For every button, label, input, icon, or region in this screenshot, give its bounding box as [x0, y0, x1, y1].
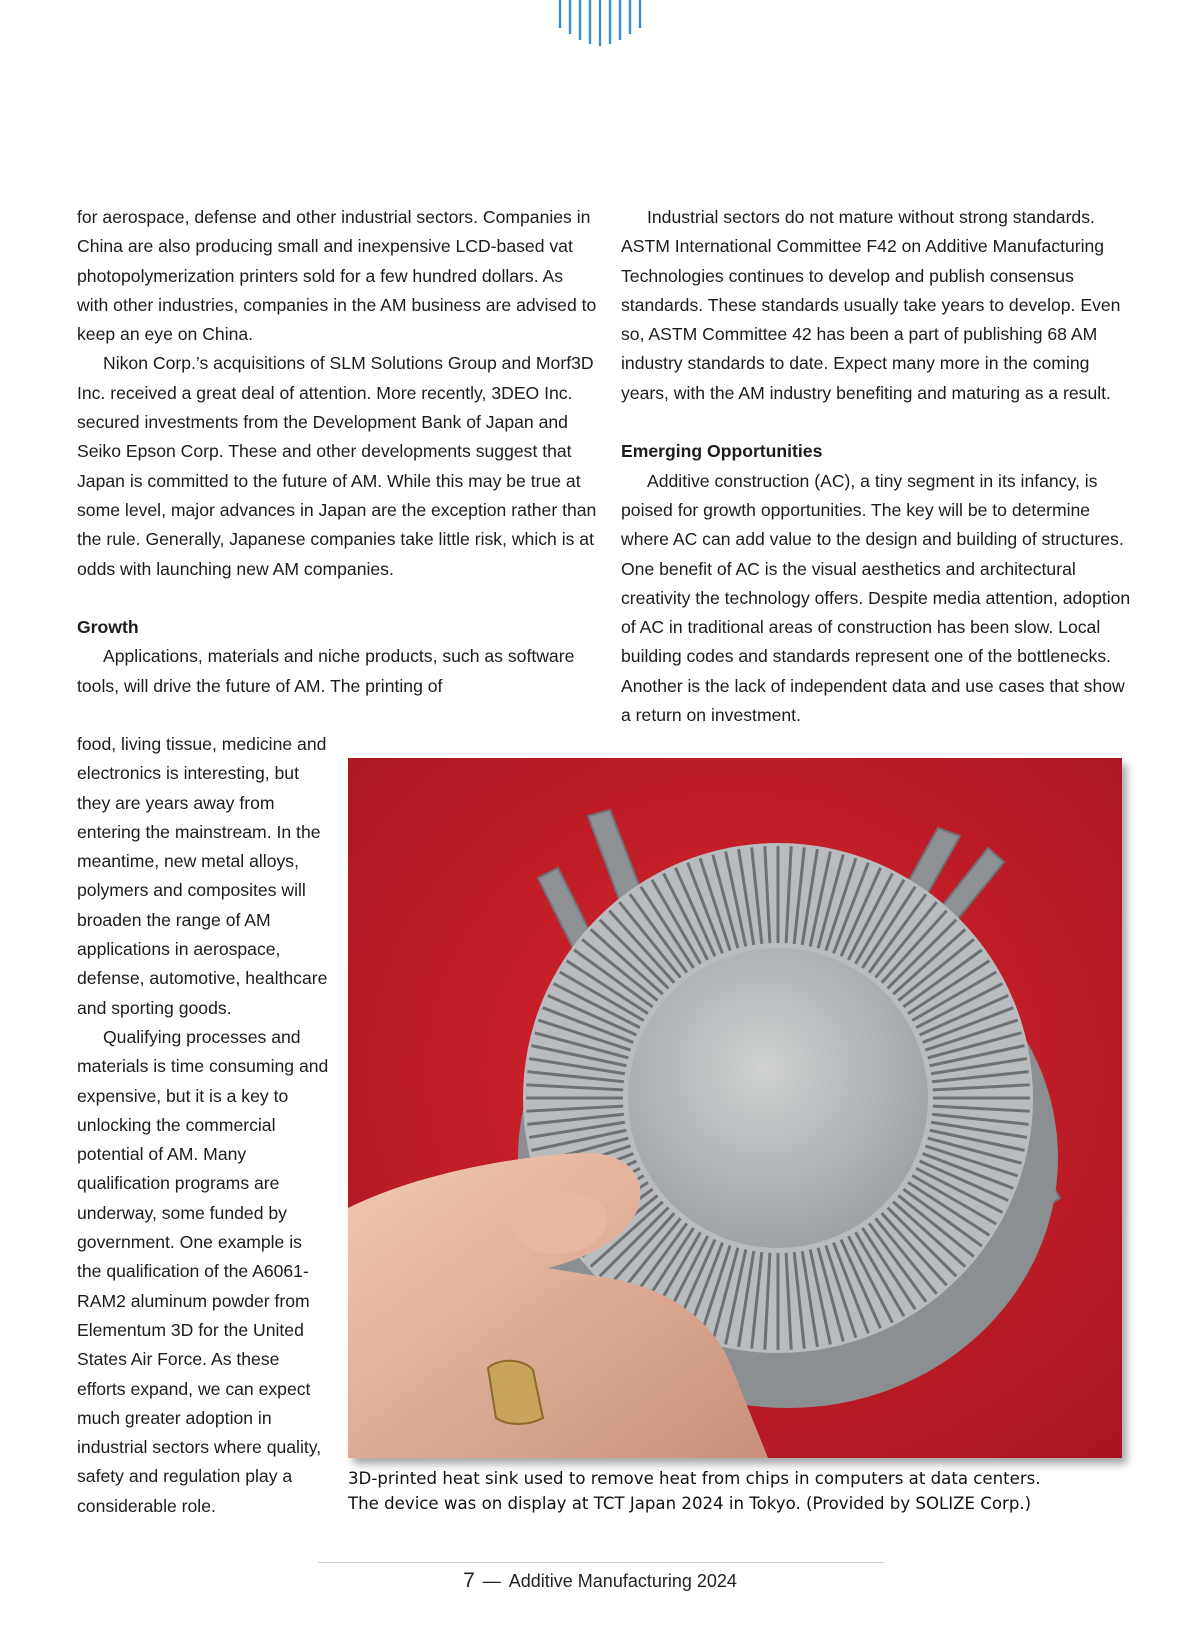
right-column: [621, 203, 1131, 730]
heading-growth: Growth: [77, 617, 139, 638]
paragraph-china: for aerospace, defense and other industrial sectors. Companies in China are also producing small and inexpensive LCD-based vat photopolymerization printers sold for a few hundred dollars. As with other industries, companies in the AM business are advised to keep an eye on China.: [77, 207, 597, 345]
left-column-top: [77, 203, 597, 701]
publication-title: Additive Manufacturing 2024: [508, 1571, 737, 1591]
paragraph-growth-intro: Applications, materials and niche products, such as software tools, will drive the future of AM. The printing of: [77, 646, 575, 696]
page-number: 7: [463, 1569, 475, 1592]
paragraph-additive-construction: Additive construction (AC), a tiny segment in its infancy, is poised for growth opportunities. The key will be to determine where AC can add value to the design and building of structures. One benefit of AC is the visual aesthetics and architectural creativity the technology offers. Despite media attention, adoption of AC in traditional areas of construction has been slow. Local building codes and standards represent one of the bottlenecks. Another is the lack of independent data and use cases that show a return on investment.: [621, 470, 1131, 726]
paragraph-standards: Industrial sectors do not mature without strong standards. ASTM International Committee F42 on Additive Manufacturing Technologies continues to develop and publish consensus standards. These standards usually take years to develop. Even so, ASTM Committee 42 has been a part of publishing 68 AM industry standards to date. Expect many more in the coming years, with the AM industry benefiting and maturing as a result.: [621, 207, 1121, 403]
footer-separator: —: [482, 1571, 501, 1591]
heat-sink-illustration: [348, 758, 1122, 1458]
left-column-narrow: [77, 730, 329, 1521]
figure-caption: [348, 1466, 1148, 1516]
paragraph-growth-continued: food, living tissue, medicine and electronics is interesting, but they are years away from entering the mainstream. In the meantime, new metal alloys, polymers and composites will broaden the range of AM applications in aerospace, defense, automotive, healthcare and sporting goods.: [77, 734, 328, 1018]
paragraph-qualification: Qualifying processes and materials is time consuming and expensive, but it is a key to unlocking the commercial potential of AM. Many qualification programs are underway, some funded by government. One example is the qualification of the A6061-RAM2 aluminum powder from Elementum 3D for the United States Air Force. As these efforts expand, we can expect much greater adoption in industrial sectors where quality, safety and regulation play a considerable role.: [77, 1026, 329, 1516]
paragraph-japan: Nikon Corp.’s acquisitions of SLM Solutions Group and Morf3D Inc. received a great deal of attention. More recently, 3DEO Inc. secured investments from the Development Bank of Japan and Seiko Epson Corp. These and other developments suggest that Japan is committed to the future of AM. While this may be true at some level, major advances in Japan are the exception rather than the rule. Generally, Japanese companies take little risk, which is at odds with launching new AM companies.: [77, 353, 597, 579]
header-decoration-lines: [556, 0, 646, 48]
caption-line-2: The device was on display at TCT Japan 2024 in Tokyo. (Provided by SOLIZE Corp.): [348, 1494, 1032, 1513]
page-footer: [0, 1569, 1200, 1593]
heading-emerging-opportunities: Emerging Opportunities: [621, 441, 823, 462]
heat-sink-photo: [348, 758, 1122, 1458]
footer-divider: [318, 1562, 884, 1563]
caption-line-1: 3D-printed heat sink used to remove heat from chips in computers at data centers.: [348, 1469, 1041, 1488]
